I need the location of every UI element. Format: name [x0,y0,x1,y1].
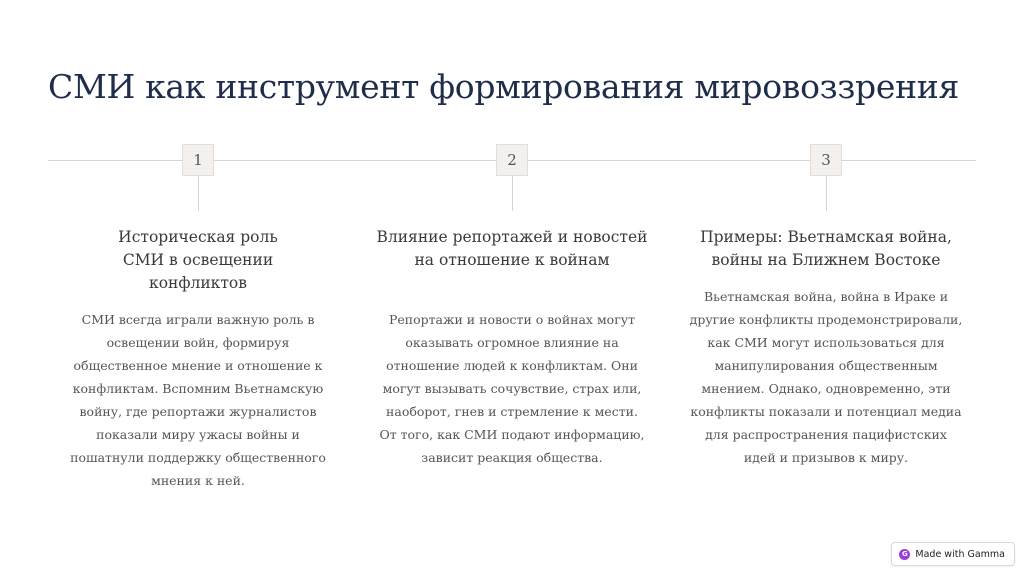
step-connector-2 [512,176,513,211]
step-heading: Влияние репортажей и новостей на отношение к войнам [376,228,648,269]
step-connector-1 [198,176,199,211]
gamma-logo-icon: G [899,549,910,560]
badge-label: Made with Gamma [915,548,1005,560]
timeline-column-2 [372,226,652,469]
step-heading: Примеры: Вьетнамская война, войны на Ближнем Востоке [700,228,952,269]
step-number: 1 [193,151,203,169]
step-marker-1 [182,144,214,176]
made-with-gamma-badge[interactable] [891,542,1015,566]
step-marker-3 [810,144,842,176]
step-number: 2 [507,151,517,169]
slide-title: СМИ как инструмент формирования мировоззрения [48,67,960,106]
step-description: Репортажи и новости о войнах могут оказывать огромное влияние на отношение людей к конфликтам. Они могут вызывать сочувствие, страх или, наоборот, гнев и стремление к мести. От того, как СМИ подают информацию, зависит реакция общества. [379,312,645,465]
step-number: 3 [821,151,831,169]
step-marker-2 [496,144,528,176]
step-heading: Историческая роль СМИ в освещении конфликтов [118,228,278,292]
step-connector-3 [826,176,827,211]
step-description: Вьетнамская война, война в Ираке и другие конфликты продемонстрировали, как СМИ могут использоваться для манипулирования общественным мнением. Однако, одновременно, эти конфликты показали и потенциал медиа для распространения пацифистских идей и призывов к миру. [689,289,963,465]
timeline-column-1 [58,226,338,492]
timeline-column-3 [686,226,966,469]
step-description: СМИ всегда играли важную роль в освещении войн, формируя общественное мнение и отношение к конфликтам. Вспомним Вьетнамскую войну, где репортажи журналистов показали миру ужасы войны и пошатнули поддержку общественного мнения к ней. [70,312,326,488]
